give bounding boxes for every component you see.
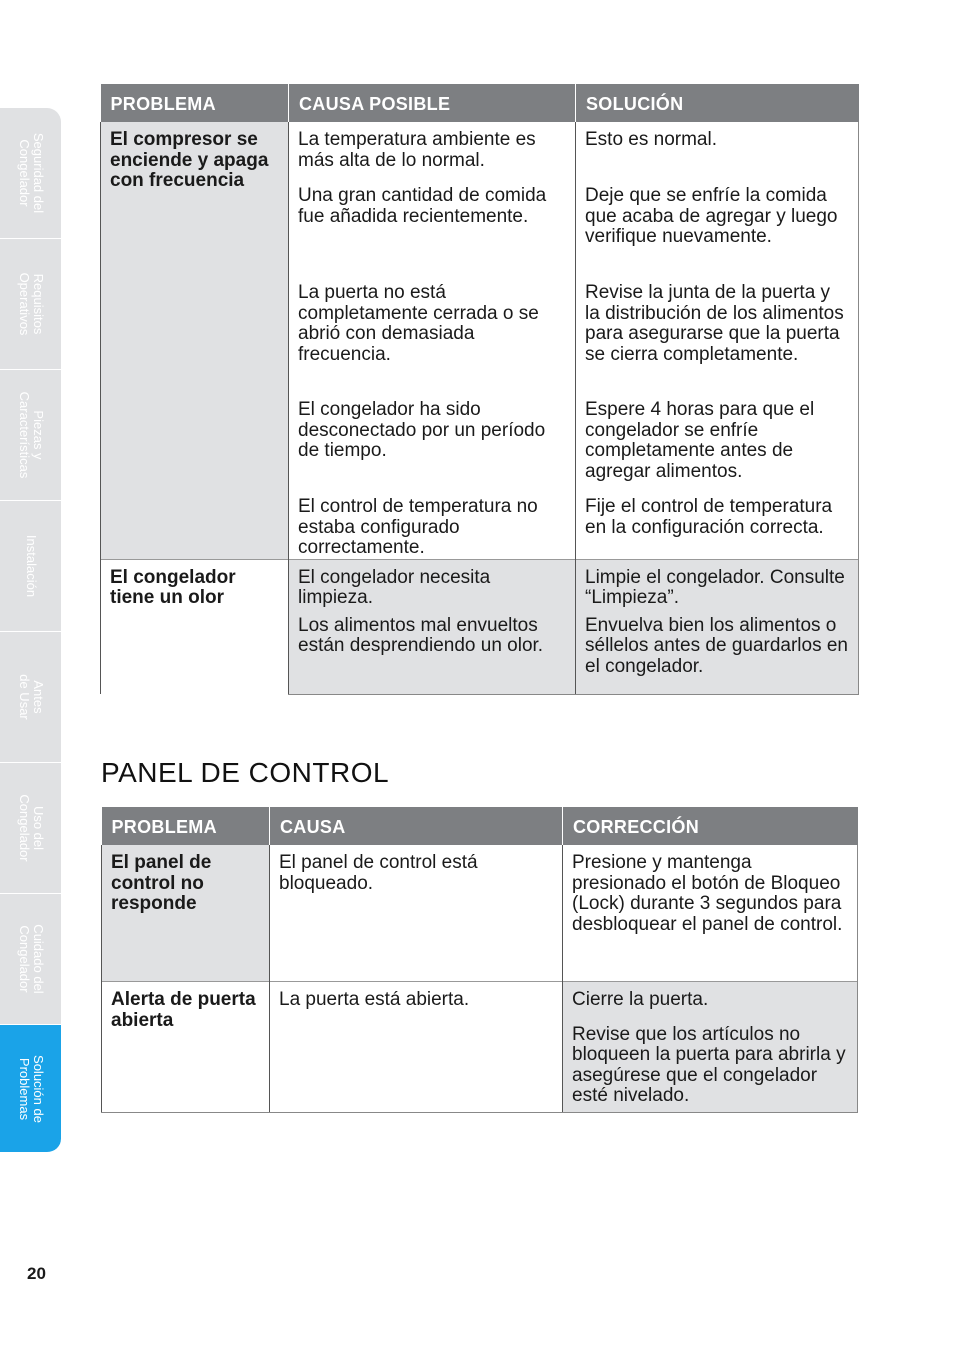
correction-text: Revise que los artículos no bloqueen la puerta para abrirla y asegúrese que el congelador esté nivelado. — [572, 1023, 846, 1106]
correction-cell: Presione y mantenga presionado el botón de Bloqueo (Lock) durante 3 segundos para desbloquear el panel de control. — [563, 845, 858, 982]
cause-cell: La puerta no está completamente cerrada o se abrió con demasiada frecuencia. — [289, 283, 576, 400]
cause-cell: El panel de control está bloqueado. — [270, 845, 563, 982]
control-panel-table — [101, 807, 858, 1113]
tab-label: Solución de Problemas — [16, 1054, 46, 1123]
cause-cell: El control de temperatura no estaba configurado correctamente. — [289, 497, 576, 559]
tab-label: Piezas y Características — [16, 391, 46, 479]
problem-cell: El congelador tiene un olor — [101, 559, 289, 694]
cause-cell: La temperatura ambiente es más alta de lo normal. — [289, 122, 576, 186]
tab-label: Uso del Congelador — [16, 794, 46, 862]
column-header-causa-posible: CAUSA POSIBLE — [289, 84, 576, 122]
tab-antes-de-usar[interactable] — [0, 632, 61, 763]
tab-seguridad-del-congelador[interactable] — [0, 108, 61, 239]
solution-cell: Fije el control de temperatura en la configuración correcta. — [576, 497, 859, 559]
troubleshooting-table — [100, 84, 859, 695]
problem-cell: Alerta de puerta abierta — [102, 982, 270, 1113]
tab-requisitos-operativos[interactable] — [0, 239, 61, 370]
solution-cell: Espere 4 horas para que el congelador se enfríe completamente antes de agregar alimentos. — [576, 400, 859, 497]
tab-label: Seguridad del Congelador — [16, 132, 46, 214]
tab-label: Instalación — [23, 534, 39, 598]
tab-label: Antes de Usar — [16, 674, 46, 720]
side-tabs — [0, 108, 61, 1153]
tab-solucion-de-problemas[interactable] — [0, 1025, 61, 1153]
column-header-causa: CAUSA — [270, 807, 563, 845]
section-title: PANEL DE CONTROL — [101, 757, 390, 788]
tab-piezas-y-caracteristicas[interactable] — [0, 370, 61, 501]
column-header-solucion: SOLUCIÓN — [576, 84, 859, 122]
solution-cell: Limpie el congelador. Consulte “Limpieza”. — [576, 559, 859, 616]
solution-cell: Deje que se enfríe la comida que acaba de agregar y luego verifique nuevamente. — [576, 186, 859, 283]
cause-cell: El congelador ha sido desconectado por un período de tiempo. — [289, 400, 576, 497]
cause-cell: Una gran cantidad de comida fue añadida recientemente. — [289, 186, 576, 283]
page-number: 20 — [27, 1264, 46, 1283]
tab-uso-del-congelador[interactable] — [0, 763, 61, 894]
tab-label: Cuidado del Congelador — [16, 924, 46, 994]
column-header-problema: PROBLEMA — [102, 807, 270, 845]
tab-label: Requisitos Operativos — [16, 272, 46, 336]
problem-cell: El compresor se enciende y apaga con frecuencia — [101, 122, 289, 559]
problem-cell: El panel de control no responde — [102, 845, 270, 982]
solution-cell: Envuelva bien los alimentos o séllelos antes de guardarlos en el congelador. — [576, 616, 859, 695]
correction-text: Cierre la puerta. — [572, 989, 709, 1010]
tab-cuidado-del-congelador[interactable] — [0, 894, 61, 1025]
solution-cell: Esto es normal. — [576, 122, 859, 186]
tab-instalacion[interactable] — [0, 501, 61, 632]
correction-cell — [563, 982, 858, 1113]
column-header-problema: PROBLEMA — [101, 84, 289, 122]
cause-cell: El congelador necesita limpieza. — [289, 559, 576, 616]
solution-cell: Revise la junta de la puerta y la distribución de los alimentos para asegurarse que la puerta se cierra completamente. — [576, 283, 859, 400]
cause-cell: La puerta está abierta. — [270, 982, 563, 1113]
cause-cell: Los alimentos mal envueltos están desprendiendo un olor. — [289, 616, 576, 695]
column-header-correccion: CORRECCIÓN — [563, 807, 858, 845]
